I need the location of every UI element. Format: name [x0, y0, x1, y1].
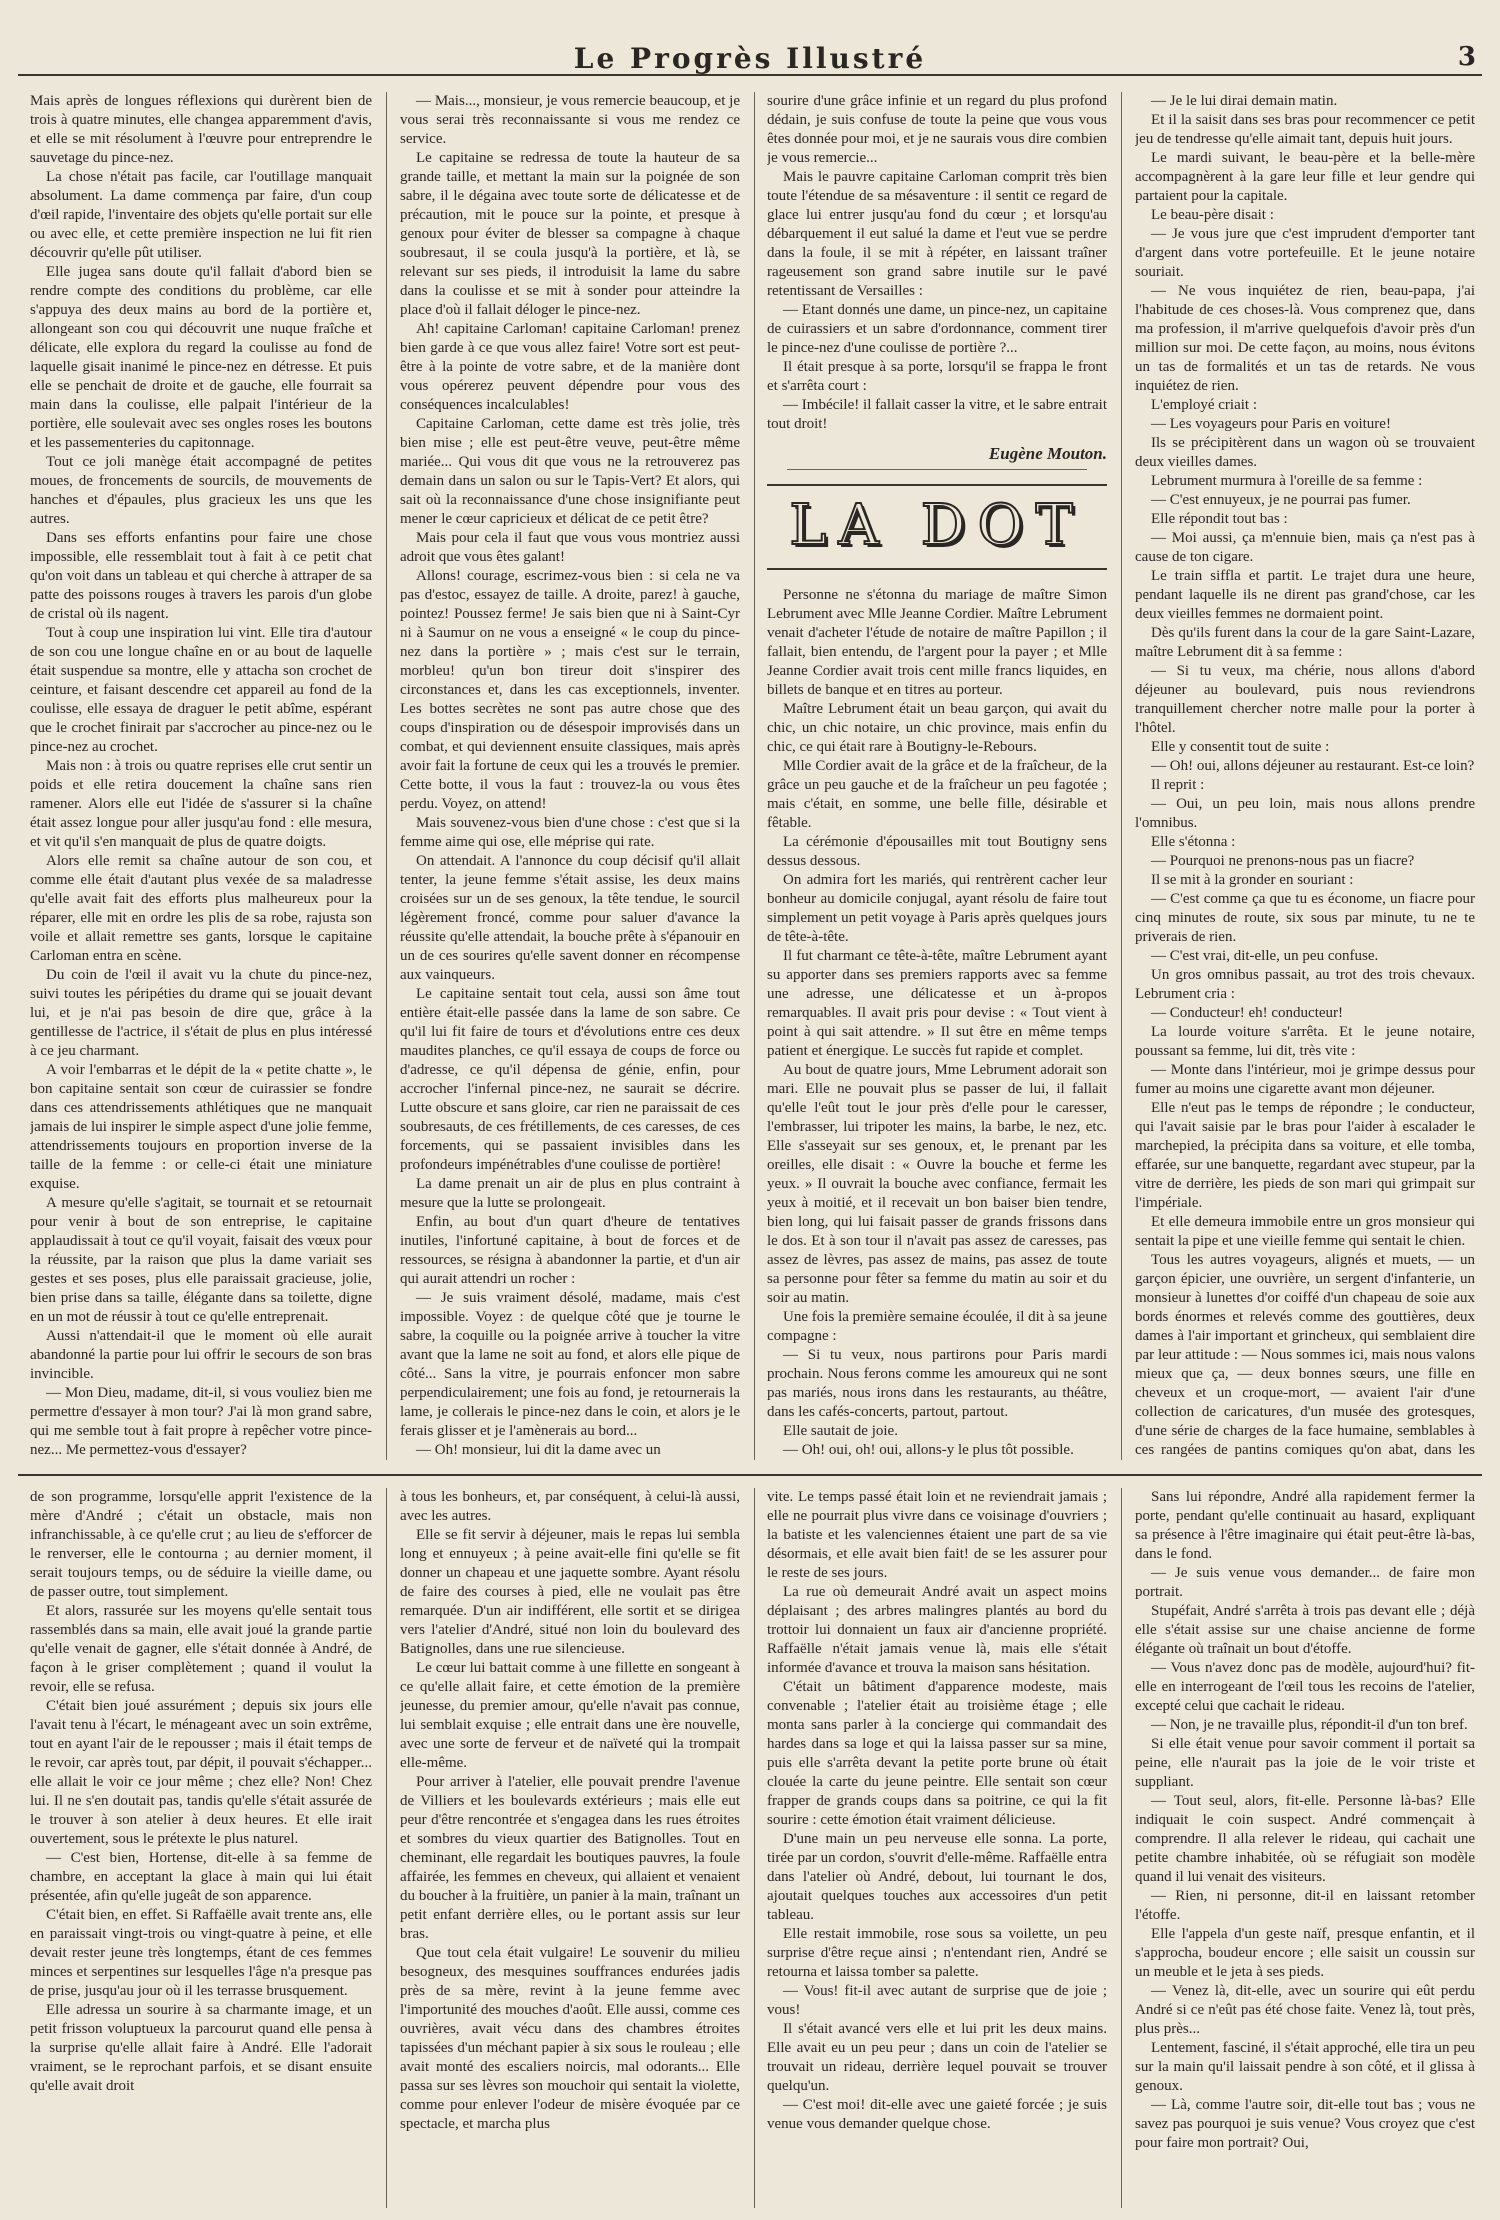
column-divider [1121, 1488, 1122, 2208]
paragraph: — Si tu veux, ma chérie, nous allons d'abord déjeuner au boulevard, puis nous reviendrons tranquillement chercher notre malle pour la porter à l'hôtel. [1135, 663, 1475, 736]
paragraph: Du coin de l'œil il avait vu la chute du pince-nez, suivi toutes les péripéties du drame qui se jouait devant lui, et je n'ai pas besoin de dire que, grâce à la gentillesse de l'actrice, il s'était de plus en plus intéressé à ce jeu charmant. [30, 967, 372, 1059]
paragraph: Mais pour cela il faut que vous vous montriez aussi adroit que vous êtes galant! [400, 530, 740, 565]
column-divider [386, 1488, 387, 2208]
paragraph: — Rien, ni personne, dit-il en laissant retomber l'étoffe. [1135, 1888, 1475, 1923]
paragraph: Elle adressa un sourire à sa charmante image, et un petit frisson voluptueux la parcourut quand elle pensa à la surprise qu'elle allait faire à André. Elle l'adorait vraiment, se le reprochant parfois, et se disant ensuite qu'elle avait droit [30, 2002, 372, 2094]
bottom-column-2 [400, 1488, 740, 2208]
paragraph: Personne ne s'étonna du mariage de maître Simon Lebrument avec Mlle Jeanne Cordier. Maître Lebrument venait d'acheter l'étude de notaire de maître Papillon ; il fallait, bien entendu, de l'argent pour la payer ; et Mlle Jeanne Cordier avait trois cent mille francs liquides, en billets de banque et en titres au porteur. [767, 587, 1107, 698]
paragraph: Dès qu'ils furent dans la cour de la gare Saint-Lazare, maître Lebrument dit à sa femme : [1135, 625, 1475, 660]
paragraph: Mais après de longues réflexions qui durèrent bien de trois à quatre minutes, elle changea apparemment d'avis, et elle se mit résolument à l'œuvre pour entreprendre le sauvetage du pince-nez. [30, 93, 372, 166]
signature-rule [787, 469, 1087, 470]
bottom-column-1 [30, 1488, 372, 2208]
paragraph: Allons! courage, escrimez-vous bien : si cela ne va pas d'estoc, essayez de taille. A droite, parez! à gauche, pointez! Poussez ferme! Je sais bien que ni à Saint-Cyr ni à Saumur on ne vous a enseigné « le coup du pince-nez dans la portière » ; mais c'est sur le terrain, morbleu! qu'un bon tireur doit s'inspirer des circonstances et, dans les cas exceptionnels, inventer. Les bottes secrètes ne sont pas autre chose que des coups d'inspiration ou de désespoir improvisés dans un combat, et qui deviennent ensuite classiques, mais après avoir fait la fortune de ceux qui les a trouvés le premier. Cette botte, il vous la faut : trouvez-la ou vous êtes perdu. Voyez, on attend! [400, 568, 740, 812]
paragraph: Mlle Cordier avait de la grâce et de la fraîcheur, de la grâce un peu gauche et de la fraîcheur un peu fagotée ; mais c'était, en somme, une belle fille, désirable et fêtable. [767, 758, 1107, 831]
paragraph: Tout à coup une inspiration lui vint. Elle tira d'autour de son cou une longue chaîne en or au bout de laquelle était suspendue sa montre, elle y attacha son crochet de ceinture, et faisant descendre cet appareil au fond de la coulisse, elle essaya de draguer le petit abîme, espérant que le crochet finirait par s'accrocher au pince-nez ou le pince-nez au crochet. [30, 625, 372, 755]
paragraph: Et alors, rassurée sur les moyens qu'elle sentait tous rassemblés dans sa main, elle avait joué la grande partie qu'elle venait de gagner, elle s'était donnée à André, de façon à le griser complètement ; quand il voulut la revoir, elle se refusa. [30, 1603, 372, 1695]
author-signature: Eugène Mouton. [988, 444, 1107, 463]
paragraph: Lebrument murmura à l'oreille de sa femme : [1151, 473, 1423, 489]
bottom-column-3 [767, 1488, 1107, 2208]
paragraph: Et il la saisit dans ses bras pour recommencer ce petit jeu de tendresse qu'elle aimait tant, depuis huit jours. [1135, 112, 1475, 147]
paragraph: Mais souvenez-vous bien d'une chose : c'est que si la femme aime qui ose, elle méprise qui rate. [400, 815, 740, 850]
story-title: LA DOT [767, 484, 1107, 570]
paragraph: — Pourquoi ne prenons-nous pas un fiacre? [1151, 853, 1415, 869]
paragraph: — Imbécile! il fallait casser la vitre, et le sabre entrait tout droit! [767, 397, 1107, 432]
column-divider [386, 92, 387, 1460]
paragraph: Il fut charmant ce tête-à-tête, maître Lebrument ayant su apporter dans ses premiers rapports avec sa femme une adresse, une délicatesse et un à-propos remarquables. Il avait pris pour devise : « Tout vient à point à qui sait attendre. » Il sut être en même temps patient et énergique. Le succès fut rapide et complet. [767, 948, 1107, 1059]
paragraph: Elle restait immobile, rose sous sa voilette, un peu surprise d'être reçue ainsi ; n'entendant rien, André se retourna et laissa tomber sa palette. [767, 1926, 1107, 1980]
paragraph: — C'est moi! dit-elle avec une gaieté forcée ; je suis venue vous demander quelque chose. [767, 2097, 1107, 2132]
paragraph: La rue où demeurait André avait un aspect moins déplaisant ; des arbres malingres plantés au bord du trottoir lui donnaient un faux air d'ancienne propriété. Raffaëlle n'était jamais venue là, mais elle s'était informée d'avance et trouva la maison sans hésitation. [767, 1584, 1107, 1676]
paragraph: Une fois la première semaine écoulée, il dit à sa jeune compagne : [767, 1309, 1107, 1344]
paragraph: — Etant donnés une dame, un pince-nez, un capitaine de cuirassiers et un sabre d'ordonnance, comment tirer le pince-nez d'une coulisse de portière ?... [767, 302, 1107, 356]
paragraph: Elle répondit tout bas : [1151, 511, 1288, 527]
paragraph: — Oui, un peu loin, mais nous allons prendre l'omnibus. [1135, 796, 1475, 831]
paragraph: Que tout cela était vulgaire! Le souvenir du milieu besogneux, des mesquines souffrances endurées jadis près de sa mère, revint à la jeune femme avec l'importunité des mouches d'août. Elle aussi, comme ces ouvrières, avait vécu dans des chambres étroites tapissées d'un méchant papier à six sous le rouleau ; elle avait monté des escaliers noircis, mal odorants... Elle passa sur ses lèvres son mouchoir qui sentait la violette, comme pour enlever l'odeur de misère évoquée par ce spectacle, et marcha plus [400, 1945, 740, 2132]
paragraph: On admira fort les mariés, qui rentrèrent cacher leur bonheur au domicile conjugal, ayant résolu de faire tout simplement un petit voyage à Paris après quelques jours de tête-à-tête. [767, 872, 1107, 945]
paragraph: Le beau-père disait : [1151, 207, 1274, 223]
paragraph: — Je vous jure que c'est imprudent d'emporter tant d'argent dans votre portefeuille. Et le jeune notaire souriait. [1135, 226, 1475, 280]
paragraph: — Les voyageurs pour Paris en voiture! [1151, 416, 1391, 432]
paragraph: Enfin, au bout d'un quart d'heure de tentatives inutiles, l'infortuné capitaine, à bout de forces et de ressources, se résigna à abandonner la partie, et d'un air qui aurait attendri un rocher : [400, 1214, 740, 1287]
paragraph: — Là, comme l'autre soir, dit-elle tout bas ; vous ne savez pas pourquoi je suis venue? Vous croyez que c'est pour faire mon portrait? Oui, [1135, 2097, 1475, 2151]
paragraph: Ah! capitaine Carloman! capitaine Carloman! prenez bien garde à ce que vous allez faire! Votre sort est peut-être à la pointe de votre sabre, et de la manière dont vous opérerez peuvent dépendre pour vous des conséquences incalculables! [400, 321, 740, 413]
paragraph: D'une main un peu nerveuse elle sonna. La porte, tirée par un cordon, s'ouvrit d'elle-même. Raffaëlle entra dans l'atelier où André, debout, lui tournant le dos, ajoutait quelques touches aux accessoires d'un petit tableau. [767, 1831, 1107, 1923]
paragraph: Elle sautait de joie. [783, 1423, 898, 1439]
paragraph: — Vous n'avez donc pas de modèle, aujourd'hui? fit-elle en interrogeant de l'œil tous les recoins de l'atelier, excepté celui que cachait le rideau. [1135, 1660, 1475, 1714]
paragraph: sourire d'une grâce infinie et un regard du plus profond dédain, je suis confuse de toute la peine que vous vous êtes donnée pour moi, et je ne saurais vous dire combien je vous remercie... [767, 93, 1107, 166]
paragraph: Elle se fit servir à déjeuner, mais le repas lui sembla long et ennuyeux ; à peine avait-elle fini qu'elle se fit donner un chapeau et une jaquette sombre. Ayant résolu de faire des courses à pied, elle ne voulait pas être remarquée. D'un air indifférent, elle sortit et se dirigea vers l'atelier d'André, situé non loin du boulevard des Batignolles, dans une rue silencieuse. [400, 1527, 740, 1657]
paragraph: Le capitaine sentait tout cela, aussi son âme tout entière était-elle passée dans la lame de son sabre. Ce qu'il lui fit faire de tours et d'évolutions entre ces deux maudites planches, ce qu'il essaya de coups de force ou d'adresse, ce qu'il dépensa de génie, enfin, pour accrocher l'infernal pince-nez, ne saurait se décrire. Lutte obscure et sans gloire, car rien ne paraissait de ces soubresauts, de ces frétillements, de ces caresses, de ces forcements, qui se passaient invisibles dans les profondeurs impénétrables d'une coulisse de portière! [400, 986, 740, 1173]
paragraph: La cérémonie d'épousailles mit tout Boutigny sens dessus dessous. [767, 834, 1107, 869]
paragraph: La lourde voiture s'arrêta. Et le jeune notaire, poussant sa femme, lui dit, très vite : [1135, 1024, 1475, 1059]
paragraph: C'était un bâtiment d'apparence modeste, mais convenable ; l'atelier était au troisième étage ; elle monta sans parler à la concierge qui commandait des hardes dans sa loge et qui la laissa passer sur sa mine, puis elle s'arrêta devant la petite porte brune où était clouée la carte du jeune peintre. Elle sentait son cœur frapper de grands coups dans sa poitrine, ce qui la fit sourire : cette émotion était vraiment délicieuse. [767, 1679, 1107, 1828]
paragraph: — Mon Dieu, madame, dit-il, si vous vouliez bien me permettre d'essayer à mon tour? J'ai là mon grand sabre, qui me semble tout à fait propre à repêcher votre pince-nez... Me permettez-vous d'essayer? [30, 1385, 372, 1458]
paragraph: — C'est ennuyeux, je ne pourrai pas fumer. [1151, 492, 1411, 508]
paragraph: — Oh! oui, allons déjeuner au restaurant. Est-ce loin? [1151, 758, 1475, 774]
paragraph: Maître Lebrument était un beau garçon, qui avait du chic, un chic notaire, un chic province, mais enfin du chic, ce qui était rare à Boutigny-le-Rebours. [767, 701, 1107, 755]
paragraph: Tout ce joli manège était accompagné de petites moues, de froncements de sourcils, de mouvements de hanches et d'épaules, plus gracieux les uns que les autres. [30, 454, 372, 527]
paragraph: Alors elle remit sa chaîne autour de son cou, et comme elle était d'autant plus vexée de sa maladresse qu'elle avait fait des efforts plus malheureux pour la réparer, elle mit en ordre les plis de sa robe, rajusta son voile et allait remettre ses gants, lorsque le capitaine Carloman entra en scène. [30, 853, 372, 964]
paragraph: Le mardi suivant, le beau-père et la belle-mère accompagnèrent à la gare leur fille et leur gendre qui partaient pour la capitale. [1135, 150, 1475, 204]
paragraph: Stupéfait, André s'arrêta à trois pas devant elle ; déjà elle s'était assise sur une chaise ancienne de forme élégante où traînait un bout d'étoffe. [1135, 1603, 1475, 1657]
paragraph: La dame prenait un air de plus en plus contraint à mesure que la lutte se prolongeait. [400, 1176, 740, 1211]
top-column-4 [1135, 92, 1475, 1460]
paragraph: — Conducteur! eh! conducteur! [1151, 1005, 1344, 1021]
paragraph: Mais non : à trois ou quatre reprises elle crut sentir un poids et elle retira doucement la chaîne sans rien ramener. Alors elle eut l'idée de s'assurer si la chaîne était assez longue pour aller jusqu'au fond : elle mesura, et vit qu'il s'en manquait de plus de quatre doigts. [30, 758, 372, 850]
paragraph: Et elle demeura immobile entre un gros monsieur qui sentait la pipe et une vieille femme qui sentait le chien. [1135, 1214, 1475, 1249]
paragraph: Tous les autres voyageurs, alignés et muets, — un garçon épicier, une ouvrière, un sergent d'infanterie, un monsieur à lunettes d'or coiffé d'un chapeau de soie aux bords énormes et relevés comme des gouttières, deux dames à l'air important et grincheux, qui semblaient dire par leur attitude : — Nous sommes ici, mais nous valons mieux que ça, — deux bonnes sœurs, une fille en cheveux et un croque-mort, — avaient l'air d'une collection de caricatures, d'un musée des grotesques, d'une série de charges de la face humaine, semblables à ces rangées de pantins comiques qu'on abat, dans les [1135, 1252, 1475, 1458]
paragraph: — C'est vrai, dit-elle, un peu confuse. [1151, 948, 1379, 964]
paragraph: C'était bien joué assurément ; depuis six jours elle l'avait tenu à l'écart, le ménageant avec un soin extrême, tout en ayant l'air de le repousser ; mais il était temps de le revoir, car après tout, par dépit, il pouvait s'échapper... elle allait le voir ce jour même ; chez elle? Non! Chez lui. Il ne s'en doutait pas, tandis qu'elle s'était assurée de le trouver à son atelier à deux heures. Et elle irait ouvertement, sous le prétexte le plus naturel. [30, 1698, 372, 1847]
page-number: 3 [1457, 42, 1476, 72]
paragraph: Elle l'appela d'un geste naïf, presque enfantin, et il s'approcha, boudeur encore ; elle saisit un coussin sur un meuble et le jeta à ses pieds. [1135, 1926, 1475, 1980]
paragraph: — Venez là, dit-elle, avec un sourire qui eût perdu André si ce n'eût pas été chose faite. Venez là, tout près, plus près... [1135, 1983, 1475, 2037]
paragraph: L'employé criait : [1151, 397, 1257, 413]
paragraph: Elle y consentit tout de suite : [1151, 739, 1330, 755]
paragraph: A voir l'embarras et le dépit de la « petite chatte », le bon capitaine sentait son cœur de cuirassier se fondre dans ces attendrissements athlétiques que ne manquait jamais de lui inspirer le simple aspect d'une jolie femme, attendrissements toujours en proportion inverse de la taille de la femme : or celle-ci était une miniature exquise. [30, 1062, 372, 1192]
paragraph: Il reprit : [1151, 777, 1205, 793]
paragraph: Le train siffla et partit. Le trajet dura une heure, pendant laquelle ils ne dirent pas grand'chose, car les deux vieilles femmes ne dormaient point. [1135, 568, 1475, 622]
paragraph: Il se mit à la gronder en souriant : [1151, 872, 1354, 888]
paragraph: Un gros omnibus passait, au trot des trois chevaux. Lebrument cria : [1135, 967, 1475, 1002]
paragraph: Ils se précipitèrent dans un wagon où se trouvaient deux vieilles dames. [1135, 435, 1475, 470]
paragraph: Le cœur lui battait comme à une fillette en songeant à ce qu'elle allait faire, et cette émotion de la première jeunesse, du premier amour, qu'elle n'avait pas connue, lui semblait exquise ; elle entrait dans une ère nouvelle, avec une sorte de ferveur et de naïveté qui la trompait elle-même. [400, 1660, 740, 1771]
paragraph: C'était bien, en effet. Si Raffaëlle avait trente ans, elle en paraissait vingt-trois ou vingt-quatre à peine, et elle devait rester jeune très longtemps, étant de ces femmes minces et serpentines sur lesquelles l'âge n'a presque pas de prise, jusqu'au jour où il les terrasse brusquement. [30, 1907, 372, 1999]
running-title: Le Progrès Illustré [573, 42, 927, 75]
paragraph: Lentement, fasciné, il s'était approché, elle tira un peu sur la main qu'il laissait pendre à son côté, et il glissa à genoux. [1135, 2040, 1475, 2094]
paragraph: — C'est bien, Hortense, dit-elle à sa femme de chambre, en acceptant la glace à main qui lui était présentée, afin qu'elle jugeât de son apparence. [30, 1850, 372, 1904]
top-column-1 [30, 92, 372, 1460]
page-header [18, 40, 1482, 76]
column-divider [754, 92, 755, 1460]
top-column-2 [400, 92, 740, 1460]
paragraph: Il était presque à sa porte, lorsqu'il se frappa le front et s'arrêta court : [767, 359, 1107, 394]
paragraph: La chose n'était pas facile, car l'outillage manquait absolument. La dame commença par faire, d'un coup d'œil rapide, l'inventaire des objets qu'elle portait sur elle ou avec elle, et cette première inspection ne lui fit rien découvrir qu'elle pût utiliser. [30, 169, 372, 261]
bottom-column-4 [1135, 1488, 1475, 2208]
paragraph: — Mais..., monsieur, je vous remercie beaucoup, et je vous serai très reconnaissante si vous me rendez ce service. [400, 93, 740, 147]
paragraph: — Si tu veux, nous partirons pour Paris mardi prochain. Nous ferons comme les amoureux qui ne sont pas mariés, nous irons dans les restaurants, au théâtre, dans les cafés-concerts, partout, partout. [767, 1347, 1107, 1420]
paragraph: — Monte dans l'intérieur, moi je grimpe dessus pour fumer au moins une cigarette avant mon déjeuner. [1135, 1062, 1475, 1097]
paragraph: — Tout seul, alors, fit-elle. Personne là-bas? Elle indiquait le coin suspect. André commençait à comprendre. Il alla relever le rideau, qui cachait une petite chambre inhabitée, où se réfugiait son modèle quand il lui venait des visiteurs. [1135, 1793, 1475, 1885]
paragraph: — Vous! fit-il avec autant de surprise que de joie ; vous! [767, 1983, 1107, 2018]
paragraph: Dans ses efforts enfantins pour faire une chose impossible, elle ressemblait tout à fait à ce petit chat qu'on voit dans un tableau et qui cherche à attraper de sa patte des poissons rouges à travers les parois d'un globe de cristal où ils nagent. [30, 530, 372, 622]
paragraph: Il s'était avancé vers elle et lui prit les deux mains. Elle avait eu un peu peur ; dans un coin de l'atelier se trouvait un rideau, derrière lequel pouvait se trouver quelqu'un. [767, 2021, 1107, 2094]
paragraph: vite. Le temps passé était loin et ne reviendrait jamais ; elle ne pourrait plus vivre dans ce voisinage d'ouvriers ; la batiste et les valenciennes étaient une part de sa vie désormais, et elle avait bien fait! de se les assurer pour le reste de ses jours. [767, 1489, 1107, 1581]
feuilleton-separator [18, 1474, 1482, 1476]
paragraph: — Ne vous inquiétez de rien, beau-papa, j'ai l'habitude de ces choses-là. Vous comprenez que, dans ma profession, il m'arrive quelquefois d'avoir près d'un million sur moi. De cette façon, au moins, nous évitons un tas de formalités et un tas de retards. Ne vous inquiétez de rien. [1135, 283, 1475, 394]
paragraph: — Je suis vraiment désolé, madame, mais c'est impossible. Voyez : de quelque côté que je tourne le sabre, la coquille ou la poignée arrive à toucher la vitre avant que la lame ne soit au fond, et alors elle pique de côté... Sans la vitre, je pourrais enfoncer mon sabre perpendiculairement; une fois au fond, je retournerais la lame, je collerais le pince-nez dans le coin, et alors je le ferais glisser et je l'amènerais au bord... [400, 1290, 740, 1439]
paragraph: On attendait. A l'annonce du coup décisif qu'il allait tenter, la jeune femme s'était assise, les deux mains croisées sur un de ses genoux, la tête tendue, le sourcil légèrement froncé, comme pour saluer d'avance la réussite qu'elle attendait, la bouche prête à s'épanouir en un de ces sourires qu'elle savent donner en récompense aux vainqueurs. [400, 853, 740, 983]
paragraph: Elle n'eut pas le temps de répondre ; le conducteur, qui l'avait saisie par le bras pour l'aider à escalader le marchepied, la précipita dans sa voiture, et elle tomba, effarée, sur une banquette, regardant avec stupeur, par la vitre de derrière, les pieds de son mari qui grimpait sur l'impériale. [1135, 1100, 1475, 1211]
paragraph: — C'est comme ça que tu es économe, un fiacre pour cinq minutes de route, six sous par minute, tu ne te priverais de rien. [1135, 891, 1475, 945]
paragraph: Pour arriver à l'atelier, elle pouvait prendre l'avenue de Villiers et les boulevards extérieurs ; mais elle eut peur d'être rencontrée et s'engagea dans les rues étroites et sombres du vieux quartier des Batignolles. Tout en cheminant, elle regardait les boutiques pauvres, la foule affairée, les femmes en cheveux, qui allaient et venaient du boucher à la fruitière, un panier à la main, traînant un petit enfant derrière elles, ou le portant assis sur leur bras. [400, 1774, 740, 1942]
paragraph: — Oh! monsieur, lui dit la dame avec un [416, 1442, 661, 1458]
paragraph: — Je suis venue vous demander... de faire mon portrait. [1135, 1565, 1475, 1600]
paragraph: — Je le lui dirai demain matin. [1151, 93, 1338, 109]
paragraph: A mesure qu'elle s'agitait, se tournait et se retournait pour venir à bout de son entreprise, le capitaine applaudissait à tout ce qu'il voyait, faisait des vœux pour la réussite, par la raison que plus la dame variait ses gestes et ses poses, plus elle paraissait gracieuse, jolie, bien prise dans sa taille, élégante dans sa toilette, digne en un mot de réussir à tout ce qu'elle entreprenait. [30, 1195, 372, 1325]
paragraph: — Oh! oui, oh! oui, allons-y le plus tôt possible. [783, 1442, 1074, 1458]
column-divider [754, 1488, 755, 2208]
paragraph: Mais le pauvre capitaine Carloman comprit très bien toute l'étendue de sa mésaventure : il sentit ce regard de glace lui entrer jusqu'au fond du cœur ; et lorsqu'au débarquement il eut salué la dame et l'eut vue se perdre dans la foule, il se mit à répéter, en laissant traîner rageusement son grand sabre inutile sur le pavé retentissant de Versailles : [767, 169, 1107, 299]
paragraph: — Non, je ne travaille plus, répondit-il d'un ton bref. [1151, 1717, 1468, 1733]
paragraph: Capitaine Carloman, cette dame est très jolie, très bien mise ; elle est peut-être veuve, peut-être même mariée... Qui vous dit que vous ne la retrouverez pas demain dans un salon ou sur le Tapis-Vert? Et alors, qui sait où la reconnaissance d'une chose insignifiante peut mener le cœur capricieux et délicat de ce petit être? [400, 416, 740, 527]
paragraph: Au bout de quatre jours, Mme Lebrument adorait son mari. Elle ne pouvait plus se passer de lui, il fallait qu'elle l'eût tout le jour près d'elle pour le caresser, l'embrasser, lui tripoter les mains, la barbe, le nez, etc. Elle s'asseyait sur ses genoux, et, le prenant par les oreilles, elle disait : « Ouvre la bouche et ferme les yeux. » Il ouvrait la bouche avec confiance, fermait les yeux à moitié, et il recevait un bon baiser bien tendre, bien long, qui lui faisait passer de grands frissons dans le dos. Et à son tour il n'avait pas assez de caresses, pas assez de lèvres, pas assez de mains, pas assez de toute sa personne pour fêter sa femme du matin au soir et du soir au matin. [767, 1062, 1107, 1306]
paragraph: à tous les bonheurs, et, par conséquent, à celui-là aussi, avec les autres. [400, 1489, 740, 1524]
paragraph: Elle jugea sans doute qu'il fallait d'abord bien se rendre compte des conditions du problème, car elle s'appuya des deux mains au bord de la portière et, allongeant son cou qui découvrit une nuque fraîche et délicate, elle explora du regard la coulisse au fond de laquelle gisait inanimé le pince-nez en détresse. Et puis elle se penchait de droite et de gauche, elle fourrait sa main dans la coulisse, elle palpait l'intérieur de la portière, elle soulevait avec ses ongles roses les boutons et les passementeries du capitonnage. [30, 264, 372, 451]
paragraph: Aussi n'attendait-il que le moment où elle aurait abandonné la partie pour lui offrir le secours de son bras invincible. [30, 1328, 372, 1382]
paragraph: — Moi aussi, ça m'ennuie bien, mais ça n'est pas à cause de ton cigare. [1135, 530, 1475, 565]
paragraph: Le capitaine se redressa de toute la hauteur de sa grande taille, et mettant la main sur la poignée de son sabre, il le dégaina avec toute sorte de délicatesse et de précaution, mit le pouce sur la pointe, et presque à genoux pour éviter de blesser sa compagne à chaque soubresaut, il se coula jusqu'à la portière, et là, se relevant sur ses pieds, il introduisit la lame du sabre dans la coulisse et se mit à sonder pour atteindre la place d'où il fallait déloger le pince-nez. [400, 150, 740, 318]
paragraph: de son programme, lorsqu'elle apprit l'existence de la mère d'André ; c'était un obstacle, mais non infranchissable, à ce qu'elle crut ; au lieu de s'efforcer de le renverser, elle le contourna ; au dernier moment, il serait toujours temps, ou de séduire la vieille dame, ou de passer outre, tout simplement. [30, 1489, 372, 1600]
paragraph: Si elle était venue pour savoir comment il portait sa peine, elle n'aurait pas la joie de le voir triste et suppliant. [1135, 1736, 1475, 1790]
paragraph: Elle s'étonna : [1151, 834, 1236, 850]
paragraph: Sans lui répondre, André alla rapidement fermer la porte, pendant qu'elle continuait au hasard, expliquant sa présence à l'être imaginaire qui était peut-être là-bas, dans le fond. [1135, 1489, 1475, 1562]
column-divider [1121, 92, 1122, 1460]
top-column-3 [767, 92, 1107, 1460]
